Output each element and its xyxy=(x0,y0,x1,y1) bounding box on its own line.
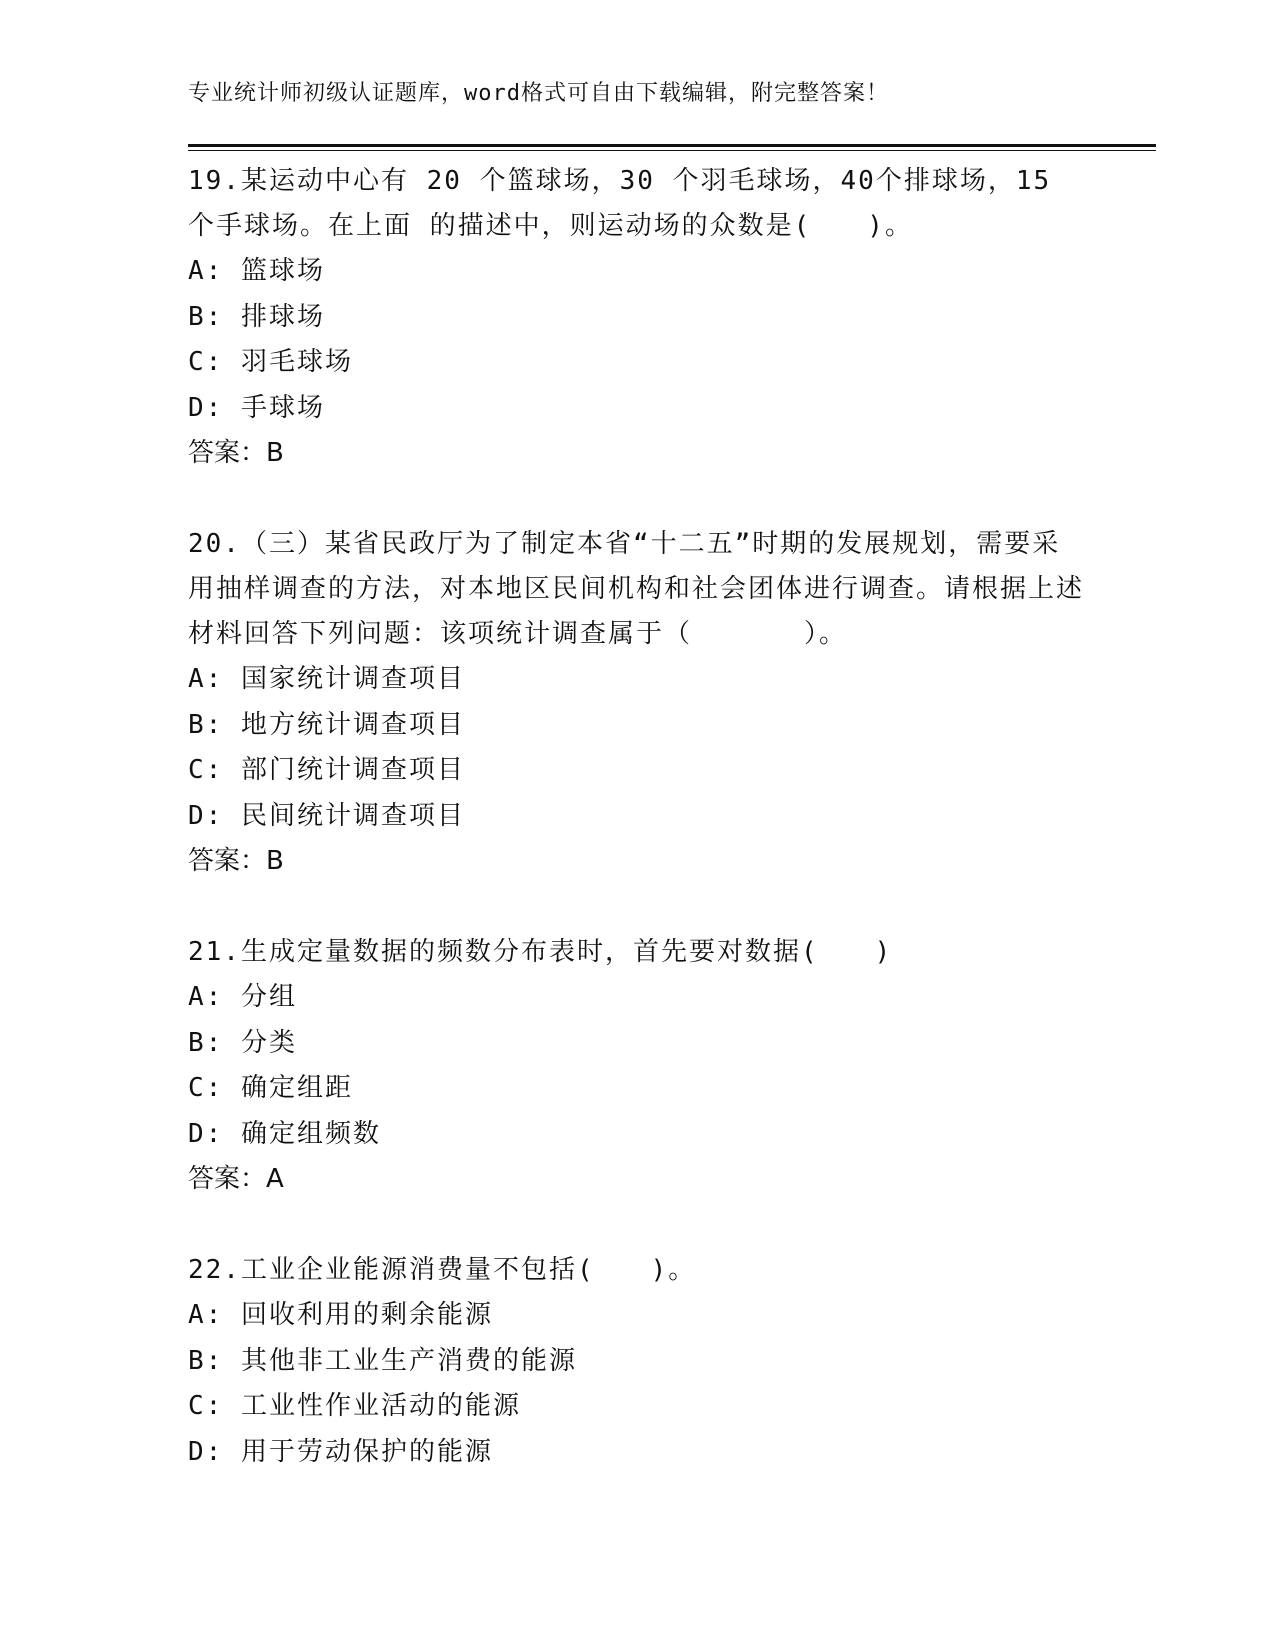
option-a: A: 篮球场 xyxy=(188,256,325,286)
question-stem: 19.某运动中心有 20 个篮球场，30 个羽毛球场，40个排球场，15 个手球场。在上面 的描述中，则运动场的众数是( )。 xyxy=(188,166,1052,241)
page-header: 专业统计师初级认证题库，word格式可自由下载编辑，附完整答案！ xyxy=(188,81,889,106)
option-d: D: 确定组频数 xyxy=(188,1118,381,1149)
option-b: B: 地方统计调查项目 xyxy=(188,709,465,740)
question-list xyxy=(188,159,1088,1521)
option-d: D: 手球场 xyxy=(188,392,325,423)
question-20 xyxy=(188,522,1088,884)
question-stem: 21.生成定量数据的频数分布表时，首先要对数据( ) xyxy=(188,937,893,967)
option-a: A: 回收利用的剩余能源 xyxy=(188,1300,493,1330)
option-c: C: 确定组距 xyxy=(188,1073,353,1103)
header-divider-thick xyxy=(188,144,1156,147)
option-a: A: 国家统计调查项目 xyxy=(188,664,465,694)
answer-line: 答案：B xyxy=(188,846,284,876)
option-b: B: 分类 xyxy=(188,1027,297,1058)
option-c: C: 工业性作业活动的能源 xyxy=(188,1391,521,1421)
question-19 xyxy=(188,159,1088,476)
answer-line: 答案：A xyxy=(188,1164,284,1194)
answer-line: 答案：B xyxy=(188,438,284,468)
question-stem: 20.（三）某省民政厅为了制定本省“十二五”时期的发展规划，需要采用抽样调查的方法，对本地区民间机构和社会团体进行调查。请根据上述材料回答下列问题：该项统计调查属于（ ）。 xyxy=(188,529,1085,649)
option-c: C: 部门统计调查项目 xyxy=(188,755,465,785)
option-b: B: 其他非工业生产消费的能源 xyxy=(188,1345,577,1376)
question-22 xyxy=(188,1248,1088,1475)
header-divider-thin xyxy=(188,150,1156,151)
option-c: C: 羽毛球场 xyxy=(188,347,353,377)
question-21 xyxy=(188,930,1088,1202)
option-d: D: 用于劳动保护的能源 xyxy=(188,1436,493,1467)
option-b: B: 排球场 xyxy=(188,301,325,332)
option-d: D: 民间统计调查项目 xyxy=(188,800,465,831)
question-stem: 22.工业企业能源消费量不包括( )。 xyxy=(188,1255,697,1285)
option-a: A: 分组 xyxy=(188,982,297,1012)
